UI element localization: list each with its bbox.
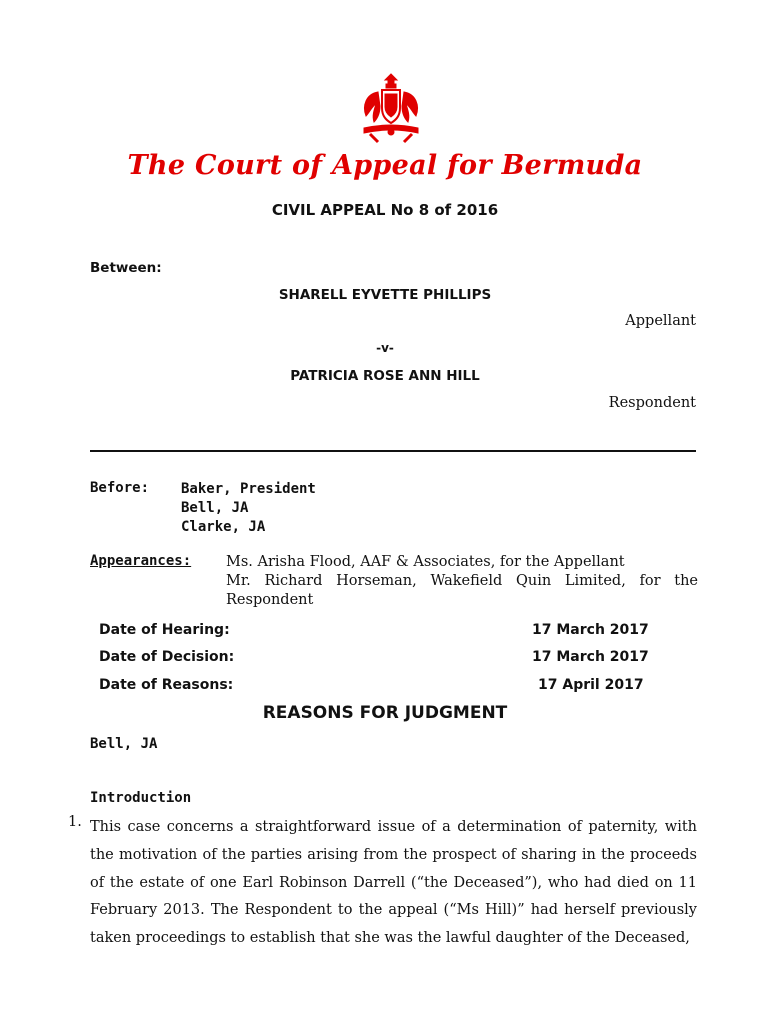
- judge-name: Clarke, JA: [181, 519, 266, 535]
- paragraph-body: [90, 814, 697, 953]
- appearances-label: Appearances:: [90, 553, 192, 569]
- section-heading: Introduction: [90, 790, 192, 806]
- appellant-name: SHARELL EYVETTE PHILLIPS: [278, 287, 492, 303]
- respondent-role: Respondent: [608, 395, 696, 411]
- judgment-heading: REASONS FOR JUDGMENT: [262, 703, 508, 723]
- appearance-line: Mr. Richard Horseman, Wakefield Quin Limited, for the Respondent: [226, 573, 698, 608]
- royal-crest-icon: [356, 72, 426, 144]
- judges-list: [181, 480, 316, 537]
- case-number: CIVIL APPEAL No 8 of 2016: [271, 201, 499, 219]
- versus-label: -v-: [376, 341, 394, 355]
- date-hearing-value: 17 March 2017: [532, 622, 649, 638]
- judge-name: Bell, JA: [181, 500, 249, 516]
- court-title: The Court of Appeal for Bermuda: [127, 150, 643, 181]
- date-reasons-label: Date of Reasons:: [99, 677, 234, 693]
- divider: [90, 450, 696, 452]
- paragraph-text: This case concerns a straightforward issue of a determination of paternity, with the motivation of the parties arising from the prospect of sharing in the proceeds of the estate of one Earl Robinson Darrell (“the Deceased”), who had died on 11 February 2013. The Respondent to the appeal (“Ms Hill)” had herself previously taken proceedings to establish that she was the lawful daughter of the Deceased,: [90, 819, 697, 947]
- bench-label: Before:: [90, 480, 150, 496]
- date-reasons-value: 17 April 2017: [538, 677, 644, 693]
- date-decision-value: 17 March 2017: [532, 649, 649, 665]
- appearances-list: [226, 553, 698, 610]
- judge-name: Baker, President: [181, 481, 316, 497]
- appellant-role: Appellant: [625, 313, 696, 329]
- date-decision-label: Date of Decision:: [99, 649, 235, 665]
- date-hearing-label: Date of Hearing:: [99, 622, 230, 638]
- respondent-name: PATRICIA ROSE ANN HILL: [290, 368, 480, 384]
- paragraph-number: 1.: [68, 814, 82, 830]
- appearance-line: Ms. Arisha Flood, AAF & Associates, for the Appellant: [226, 554, 625, 570]
- judgment-author: Bell, JA: [90, 736, 158, 752]
- between-label: Between:: [90, 260, 162, 276]
